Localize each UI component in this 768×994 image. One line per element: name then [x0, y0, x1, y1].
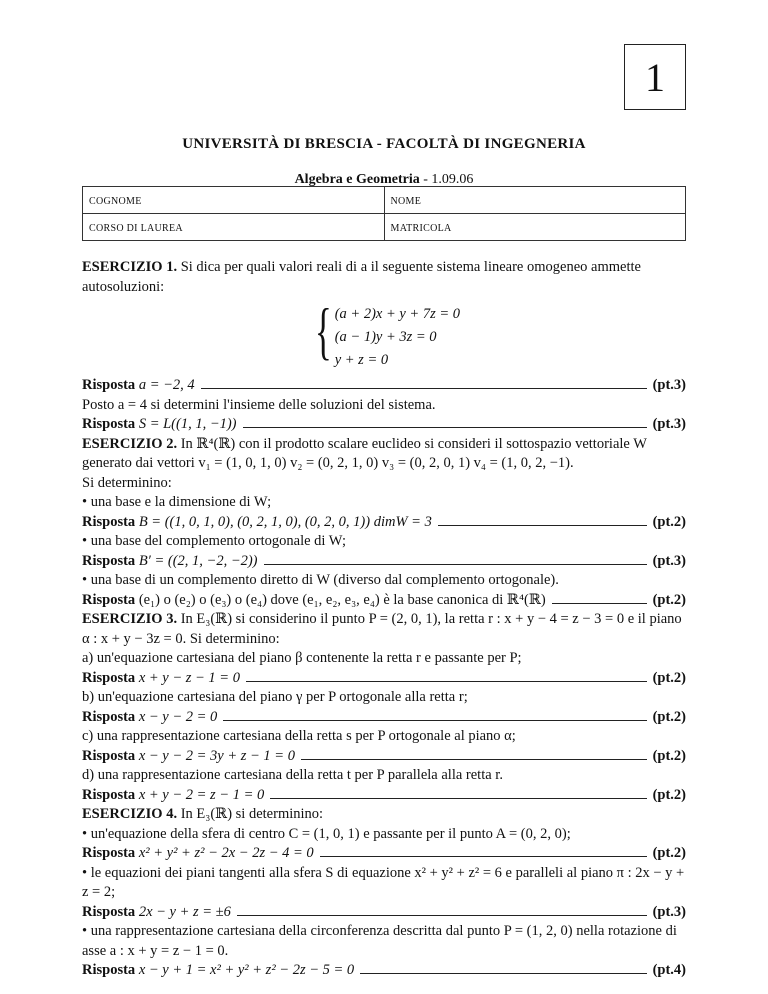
answer-line[interactable]	[301, 759, 647, 760]
ex2-title: ESERCIZIO 2.	[82, 435, 178, 452]
ex1-eq2: (a − 1)y + 3z = 0	[334, 329, 437, 345]
ex2-answer-2: Risposta B′ = ((2, 1, −2, −2)) (pt.3)	[82, 552, 686, 569]
ex4-title: ESERCIZIO 4.	[82, 806, 178, 822]
exam-content	[82, 258, 686, 981]
answer-line[interactable]	[438, 525, 647, 526]
matricola-field[interactable]: MATRICOLA	[384, 214, 686, 241]
corso-field[interactable]: CORSO DI LAUREA	[83, 214, 385, 241]
ex1-title: ESERCIZIO 1.	[82, 259, 178, 275]
student-info-table	[82, 186, 686, 241]
answer-line[interactable]	[320, 856, 647, 857]
answer-line[interactable]	[264, 564, 647, 565]
answer-line[interactable]	[552, 603, 647, 604]
ex4-question-3: • una rappresentazione cartesiana della circonferenza descritta dal punto P = (1, 2, 0) nella rotazione di asse a : x + y = z − 1 = 0.	[82, 923, 677, 959]
ex2-question-3: • una base di un complemento diretto di W (diverso dal complemento ortogonale).	[82, 572, 559, 588]
ex3-question-3: c) una rappresentazione cartesiana della retta s per P ortogonale al piano α;	[82, 728, 516, 744]
ex3-answer-1: Risposta x + y − z − 1 = 0 (pt.2)	[82, 669, 686, 686]
ex1-answer-1: Risposta a = −2, 4 (pt.3)	[82, 377, 686, 393]
ex1-question-2: Posto a = 4 si determini l'insieme delle soluzioni del sistema.	[82, 396, 436, 413]
ex2-question-2: • una base del complemento ortogonale di W;	[82, 533, 346, 549]
ex1-eq3: y + z = 0	[334, 352, 389, 368]
cognome-field[interactable]: COGNOME	[83, 187, 385, 214]
ex2-statement: ESERCIZIO 2. In ℝ⁴(ℝ) con il prodotto scalare euclideo si consideri il sottospazio vettoriale W generato dai vettori v₁ = (1, 0, 1, 0) v₂ = (0, 2, 1, 0) v₃ = (0, 2, 0, 1) v₄ = (1, 0, 2, −1).	[82, 435, 647, 471]
ex4-answer-3: Risposta x − y + 1 = x² + y² + z² − 2z − 5 = 0 (pt.4)	[82, 962, 686, 978]
course-date: - 1.09.06	[419, 172, 474, 187]
answer-line[interactable]	[237, 915, 647, 916]
ex3-statement: ESERCIZIO 3. In E₃(ℝ) si considerino il punto P = (2, 0, 1), la retta r : x + y − 4 = z − 3 = 0 e il piano α : x + y − 3z = 0. Si determinino:	[82, 611, 682, 647]
ex4-statement: ESERCIZIO 4. In E₃(ℝ) si determinino:	[82, 806, 324, 822]
university-header: UNIVERSITÀ DI BRESCIA - FACOLTÀ DI INGEGNERIA	[182, 136, 586, 152]
ex1-eq1: (a + 2)x + y + 7z = 0	[334, 306, 461, 322]
ex2-answer-3: Risposta (e₁) o (e₂) o (e₃) o (e₄) dove (e₁, e₂, e₃, e₄) è la base canonica di ℝ⁴(ℝ) (pt.2)	[82, 591, 686, 608]
ex2-intro: Si determinino:	[82, 474, 172, 491]
course-name: Algebra e Geometria	[294, 172, 420, 187]
ex4-question-1: • un'equazione della sfera di centro C = (1, 0, 1) e passante per il punto A = (0, 2, 0);	[82, 825, 571, 842]
ex1-answer-2: Risposta S = L((1, 1, −1)) (pt.3)	[82, 416, 686, 432]
brace-icon: {	[314, 295, 332, 366]
nome-field[interactable]: NOME	[384, 187, 686, 214]
ex3-question-4: d) una rappresentazione cartesiana della retta t per P parallela alla retta r.	[82, 767, 503, 783]
answer-line[interactable]	[223, 720, 646, 721]
ex3-answer-2: Risposta x − y − 2 = 0 (pt.2)	[82, 708, 686, 725]
answer-line[interactable]	[246, 681, 647, 682]
page-number-box	[624, 44, 686, 110]
answer-line[interactable]	[201, 388, 647, 389]
answer-line[interactable]	[270, 798, 646, 799]
ex3-question-1: a) un'equazione cartesiana del piano β contenente la retta r e passante per P;	[82, 650, 522, 666]
ex2-answer-1: Risposta B = ((1, 0, 1, 0), (0, 2, 1, 0), (0, 2, 0, 1)) dimW = 3 (pt.2)	[82, 513, 686, 530]
answer-line[interactable]	[243, 427, 647, 428]
ex4-question-2: • le equazioni dei piani tangenti alla sfera S di equazione x² + y² + z² = 6 e paralleli al piano π : 2x − y + z = 2;	[82, 864, 685, 900]
ex3-answer-3: Risposta x − y − 2 = 3y + z − 1 = 0 (pt.2)	[82, 747, 686, 764]
ex1-system	[82, 295, 686, 372]
ex3-question-2: b) un'equazione cartesiana del piano γ per P ortogonale alla retta r;	[82, 689, 468, 705]
ex1-statement: ESERCIZIO 1. Si dica per quali valori reali di a il seguente sistema lineare omogeneo ammette autosoluzioni:	[82, 259, 641, 295]
ex4-answer-2: Risposta 2x − y + z = ±6 (pt.3)	[82, 903, 686, 920]
answer-line[interactable]	[360, 973, 646, 974]
ex3-title: ESERCIZIO 3.	[82, 611, 178, 627]
ex3-answer-4: Risposta x + y − 2 = z − 1 = 0 (pt.2)	[82, 786, 686, 803]
page-number: 1	[645, 54, 665, 100]
ex4-answer-1: Risposta x² + y² + z² − 2x − 2z − 4 = 0 (pt.2)	[82, 845, 686, 861]
ex2-question-1: • una base e la dimensione di W;	[82, 494, 272, 510]
